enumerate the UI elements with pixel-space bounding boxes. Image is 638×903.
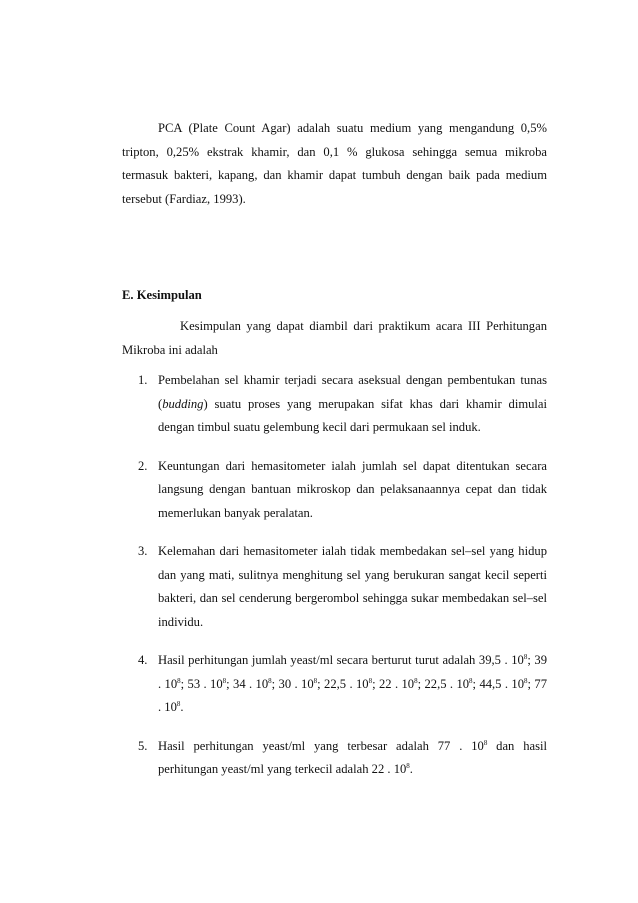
exponent: 8 [524,676,528,685]
exponent: 8 [469,676,473,685]
exponent: 8 [313,676,318,685]
exponent: 8 [268,676,272,685]
yeast-value: 22 . 10 [378,676,415,691]
item-italic-term: budding [162,396,204,411]
yeast-value: 30 . 10 [278,676,314,691]
list-item [122,735,547,782]
separator: ; [317,676,325,691]
item-text: Hasil perhitungan yeast/ml yang terbesar adalah 77 . 10 [158,738,484,753]
yeast-value: 22,5 . 10 [424,676,470,691]
yeast-value: 39 . 10 [158,653,548,691]
item-text: Pembelahan sel khamir terjadi secara aseksual dengan pembentukan tunas ( [158,373,547,411]
list-item [122,540,547,634]
item-text: Hasil perhitungan jumlah yeast/ml secara berturut turut adalah [158,653,476,667]
item-text: Keuntungan dari hemasitometer ialah jumlah sel dapat ditentukan secara langsung dengan bantuan mikroskop dan pelaksanaannya cepat dan tidak memerlukan banyak peralatan. [158,458,547,520]
item-text: dan hasil perhitungan yeast/ml yang terkecil adalah 22 . 10 [158,738,547,776]
exponent: 8 [368,676,373,685]
item-text: Kelemahan dari hemasitometer ialah tidak membedakan sel–sel yang hidup dan yang mati, sulitnya menghitung sel yang berukuran sangat kecil seperti bakteri, dan sel cenderung bergerombol sehingga sukar membedakan sel–sel individu. [158,544,547,629]
separator: ; [417,676,425,691]
separator: . [180,700,184,714]
yeast-value: 39,5 . 10 [478,653,524,667]
exponent: 8 [483,738,488,747]
list-number: 4. [138,653,148,667]
separator: ; [226,676,234,691]
separator: ; [271,676,279,691]
yeast-value: 77 . 10 [158,676,547,714]
conclusion-intro: Kesimpulan yang dapat diambil dari praktikum acara III Perhitungan Mikroba ini adalah [122,319,547,357]
yeast-value: 53 . 10 [187,676,223,691]
separator: ; [527,653,535,667]
list-number: 2. [138,458,148,473]
exponent: 8 [177,676,181,685]
exponent: 8 [523,653,528,661]
yeast-value: 22,5 . 10 [324,676,369,691]
yeast-value: 44,5 . 10 [479,676,524,691]
separator: ; [372,676,379,691]
item-text: . [409,762,413,776]
list-item [122,649,547,720]
exponent: 8 [222,676,227,685]
conclusion-list [122,369,547,782]
exponent: 8 [176,700,181,708]
separator: ; [180,676,188,691]
list-item [122,369,547,440]
item-text: ) suatu proses yang merupakan sifat khas dari khamir dimulai dengan timbul suatu gelembung kecil dari permukaan sel induk. [158,396,547,434]
exponent: 8 [414,676,418,685]
intro-paragraph: PCA (Plate Count Agar) adalah suatu medium yang mengandung 0,5% tripton, 0,25% ekstrak khamir, dan 0,1 % glukosa sehingga semua mikroba termasuk bakteri, kapang, dan khamir dapat tumbuh dengan baik pada medium tersebut (Fardiaz, 1993). [122,121,547,206]
list-number: 3. [138,544,148,558]
list-item [122,455,547,526]
exponent: 8 [406,762,410,770]
list-number: 5. [138,738,148,753]
separator: ; [472,676,480,691]
yeast-value: 34 . 10 [233,676,269,691]
list-number: 1. [138,373,148,387]
separator: ; [527,676,535,691]
section-heading: E. Kesimpulan [122,288,202,302]
